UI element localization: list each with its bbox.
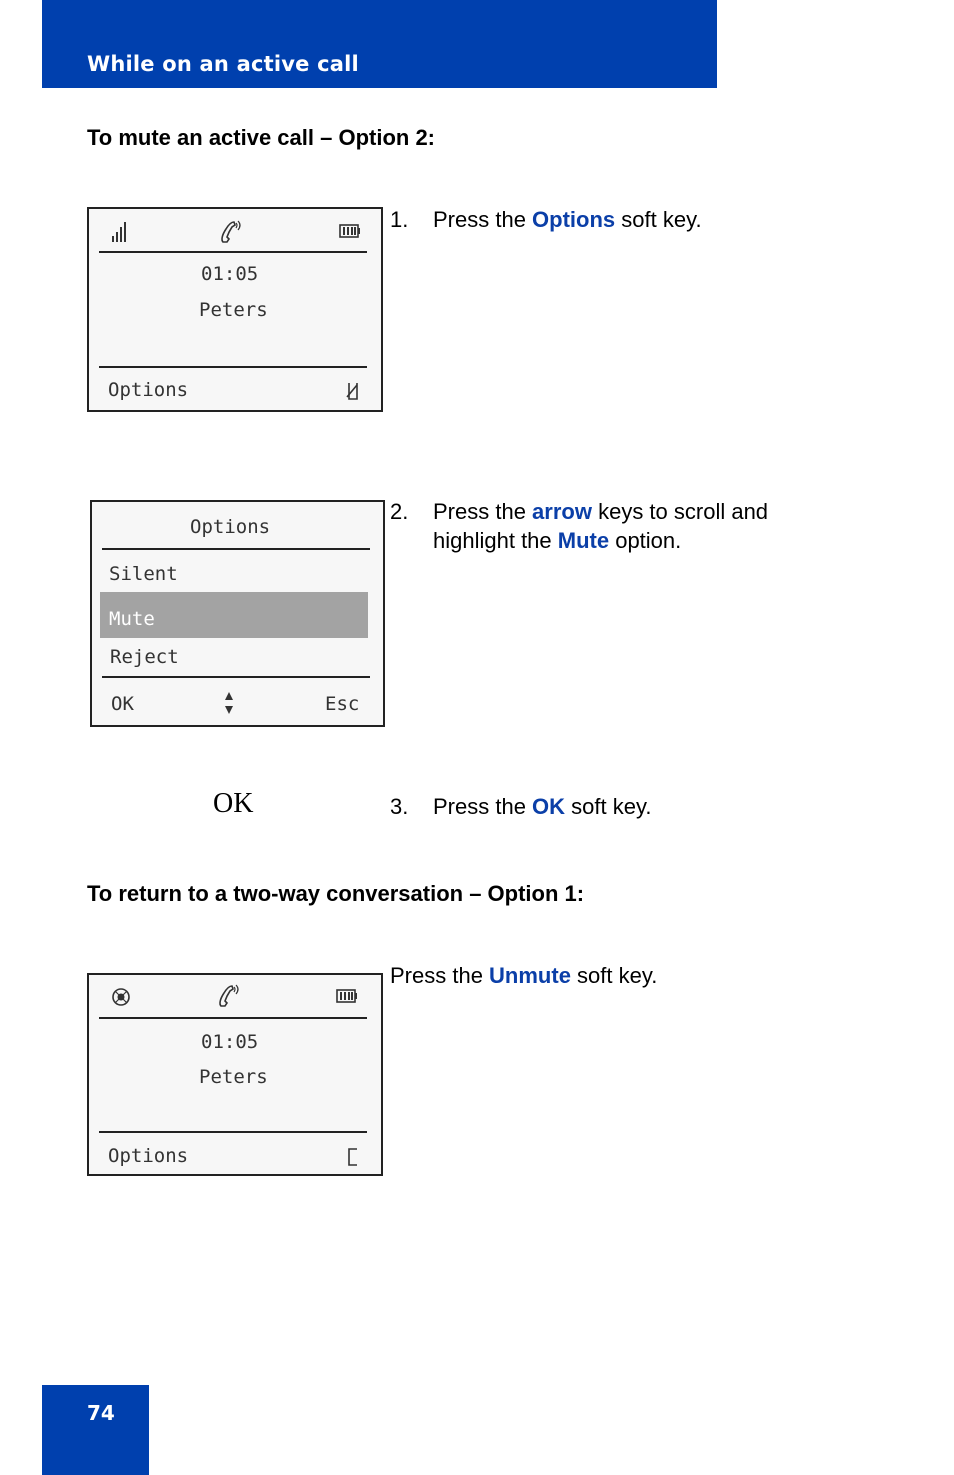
mute-status-icon [111, 987, 131, 1007]
step-unmute [390, 961, 870, 991]
ok-key-label: OK [213, 788, 254, 819]
step-text-pre: Press the [433, 794, 533, 819]
caller-name: Peters [199, 299, 268, 321]
call-timer: 01:05 [201, 1031, 259, 1053]
step-text-post: soft key. [565, 794, 652, 819]
step-text-pre: Press the [390, 963, 490, 988]
header-title: While on an active call [87, 52, 359, 76]
menu-item-mute[interactable]: Mute [109, 608, 155, 630]
divider [102, 548, 370, 550]
step-text-mid: keys to scroll and highlight the [433, 499, 769, 553]
keyword-options: Options [532, 207, 616, 232]
step-text-pre: Press the [433, 499, 533, 524]
step-text-post: soft key. [615, 207, 702, 232]
step-2 [390, 497, 870, 557]
divider [99, 366, 367, 368]
step-text [433, 792, 853, 821]
signal-icon [111, 221, 129, 243]
step-3 [390, 792, 870, 822]
menu-item-reject[interactable]: Reject [110, 646, 179, 668]
scroll-arrows-icon[interactable] [224, 690, 234, 716]
battery-icon [339, 224, 361, 238]
step-text-pre: Press the [433, 207, 533, 232]
divider [102, 676, 370, 678]
menu-item-silent[interactable]: Silent [109, 563, 178, 585]
step-number: 3. [390, 794, 409, 819]
keyword-arrow: arrow [532, 499, 592, 524]
step-number: 1. [390, 207, 409, 232]
divider [99, 251, 367, 253]
call-handset-icon [217, 983, 241, 1009]
page-footer [42, 1385, 149, 1475]
phone-screen-active-call [87, 207, 383, 412]
step-number: 2. [390, 499, 409, 524]
page-number: 74 [87, 1401, 115, 1425]
divider [99, 1131, 367, 1133]
call-timer: 01:05 [201, 263, 259, 285]
step-text-post: option. [609, 528, 682, 553]
phone-screen-options-menu [90, 500, 385, 727]
battery-icon [336, 989, 358, 1003]
step-text [433, 205, 853, 234]
step-text [433, 497, 853, 555]
unmute-softkey-icon[interactable] [345, 1147, 361, 1167]
options-softkey[interactable]: Options [108, 379, 189, 401]
options-softkey[interactable]: Options [108, 1145, 189, 1167]
menu-title: Options [190, 516, 271, 538]
page-header [42, 0, 717, 88]
esc-softkey[interactable]: Esc [325, 693, 360, 715]
ok-softkey[interactable]: OK [111, 693, 134, 715]
mute-softkey-icon[interactable] [345, 381, 361, 401]
keyword-mute: Mute [557, 528, 610, 553]
step-1 [390, 205, 870, 235]
section-heading-mute: To mute an active call – Option 2: [87, 125, 436, 150]
keyword-ok: OK [532, 794, 566, 819]
keyword-unmute: Unmute [489, 963, 571, 988]
call-handset-icon [219, 219, 243, 245]
step-text [390, 963, 657, 988]
divider [99, 1017, 367, 1019]
menu-item-highlight[interactable] [100, 592, 368, 638]
caller-name: Peters [199, 1066, 268, 1088]
phone-screen-muted-call [87, 973, 383, 1176]
section-heading-return: To return to a two-way conversation – Option 1: [87, 881, 585, 906]
step-text-post: soft key. [570, 963, 658, 988]
